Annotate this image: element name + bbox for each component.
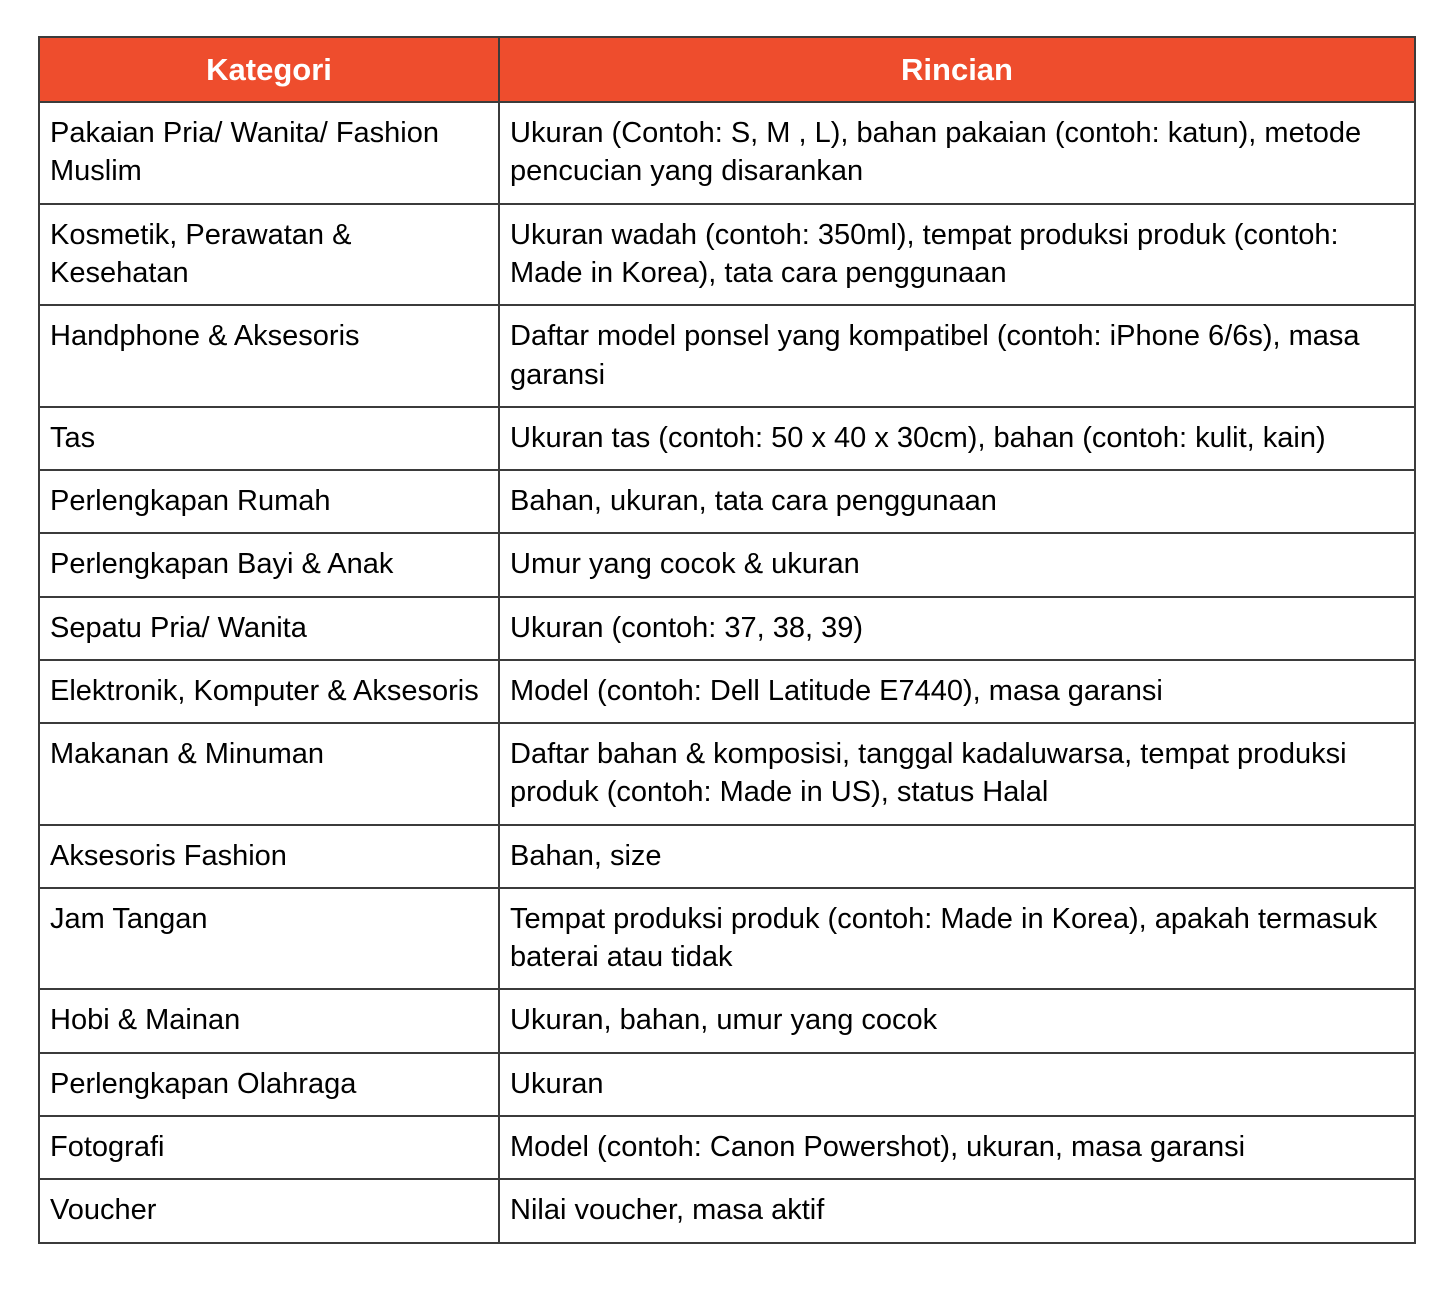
table-row xyxy=(39,407,1415,470)
table-row xyxy=(39,597,1415,660)
table-row xyxy=(39,305,1415,407)
kategori-cell: Hobi & Mainan xyxy=(39,989,499,1052)
rincian-cell: Model (contoh: Dell Latitude E7440), masa garansi xyxy=(499,660,1415,723)
rincian-cell: Tempat produksi produk (contoh: Made in Korea), apakah termasuk baterai atau tidak xyxy=(499,888,1415,990)
table-row xyxy=(39,102,1415,204)
kategori-cell: Perlengkapan Bayi & Anak xyxy=(39,533,499,596)
table-row xyxy=(39,660,1415,723)
rincian-cell: Ukuran xyxy=(499,1053,1415,1116)
rincian-cell: Ukuran tas (contoh: 50 x 40 x 30cm), bahan (contoh: kulit, kain) xyxy=(499,407,1415,470)
rincian-cell: Ukuran (contoh: 37, 38, 39) xyxy=(499,597,1415,660)
table-body xyxy=(39,102,1415,1242)
table-row xyxy=(39,1116,1415,1179)
header-row xyxy=(39,37,1415,102)
kategori-cell: Fotografi xyxy=(39,1116,499,1179)
table-row xyxy=(39,723,1415,825)
table-row xyxy=(39,825,1415,888)
kategori-cell: Pakaian Pria/ Wanita/ Fashion Muslim xyxy=(39,102,499,204)
kategori-cell: Aksesoris Fashion xyxy=(39,825,499,888)
rincian-cell: Ukuran (Contoh: S, M , L), bahan pakaian (contoh: katun), metode pencucian yang disarankan xyxy=(499,102,1415,204)
table-row xyxy=(39,533,1415,596)
kategori-cell: Perlengkapan Olahraga xyxy=(39,1053,499,1116)
rincian-cell: Bahan, ukuran, tata cara penggunaan xyxy=(499,470,1415,533)
rincian-cell: Daftar bahan & komposisi, tanggal kadaluwarsa, tempat produksi produk (contoh: Made in US), status Halal xyxy=(499,723,1415,825)
table-row xyxy=(39,989,1415,1052)
kategori-cell: Sepatu Pria/ Wanita xyxy=(39,597,499,660)
rincian-cell: Model (contoh: Canon Powershot), ukuran, masa garansi xyxy=(499,1116,1415,1179)
rincian-cell: Ukuran, bahan, umur yang cocok xyxy=(499,989,1415,1052)
rincian-cell: Nilai voucher, masa aktif xyxy=(499,1179,1415,1242)
header-kategori: Kategori xyxy=(39,37,499,102)
kategori-cell: Voucher xyxy=(39,1179,499,1242)
kategori-cell: Makanan & Minuman xyxy=(39,723,499,825)
kategori-cell: Jam Tangan xyxy=(39,888,499,990)
rincian-cell: Daftar model ponsel yang kompatibel (contoh: iPhone 6/6s), masa garansi xyxy=(499,305,1415,407)
kategori-cell: Kosmetik, Perawatan & Kesehatan xyxy=(39,204,499,306)
rincian-cell: Umur yang cocok & ukuran xyxy=(499,533,1415,596)
table-row xyxy=(39,888,1415,990)
kategori-cell: Perlengkapan Rumah xyxy=(39,470,499,533)
header-rincian: Rincian xyxy=(499,37,1415,102)
table-row xyxy=(39,1053,1415,1116)
table-header xyxy=(39,37,1415,102)
table-row xyxy=(39,1179,1415,1242)
kategori-cell: Tas xyxy=(39,407,499,470)
rincian-cell: Ukuran wadah (contoh: 350ml), tempat produksi produk (contoh: Made in Korea), tata cara penggunaan xyxy=(499,204,1415,306)
rincian-cell: Bahan, size xyxy=(499,825,1415,888)
category-requirements-table xyxy=(38,36,1416,1244)
table-row xyxy=(39,204,1415,306)
table-row xyxy=(39,470,1415,533)
kategori-cell: Elektronik, Komputer & Aksesoris xyxy=(39,660,499,723)
kategori-cell: Handphone & Aksesoris xyxy=(39,305,499,407)
